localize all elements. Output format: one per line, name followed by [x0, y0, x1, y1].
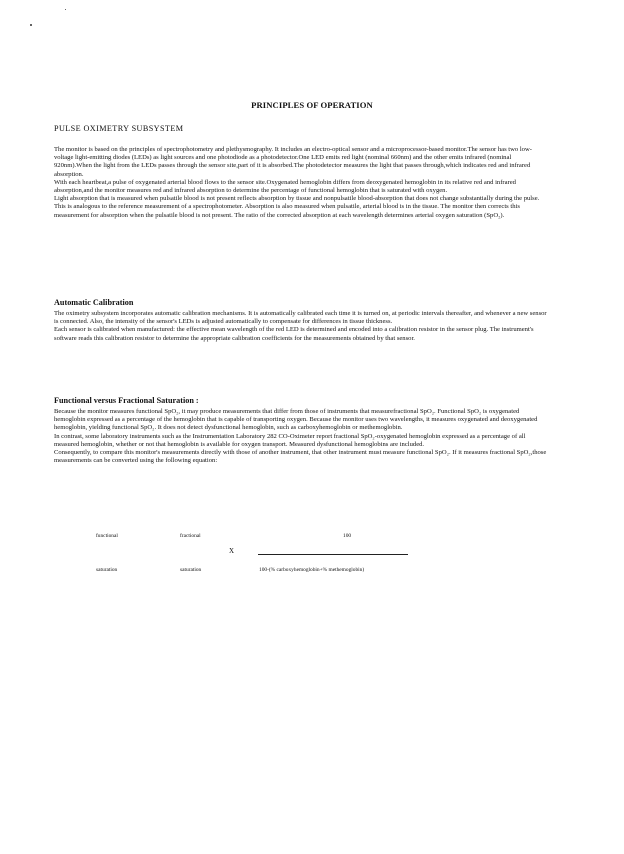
paragraph: Because the monitor measures functional SpO₂, it may produce measurements that differ from those of instruments that measurefractional SpO₂. Functional SpO₂ is oxygenated hemoglobin expressed as a percentage of the hemoglobin that is capable of transporting oxygen. Because the monitor uses two wavelengths, it measures oxygenated and deoxygenated hemoglobin, yielding functional SpO₂. It does not detect dysfunctional hemoglobin, such as carboxyhemoglobin or methemoglobin.: [54, 408, 538, 432]
equation-multiply-sign: X: [229, 547, 235, 555]
paragraph: Light absorption that is measured when pulsatile blood is not present reflects absorption by tissue and nonpulsatile blood-absorption that does not change substantially during the pulse. This is analogous to the reference measurement of a spectrophotometer. Absorption is also measured when pulsatile, arterial blood is in the tissue. The monitor then corrects this measurement for absorption when the pulsatile blood is not present. The ratio of the corrected absorption at each wavelength determines arterial oxygen saturation (SpO₂).: [54, 195, 540, 219]
equation-label-saturation-middle: saturation: [180, 567, 202, 573]
section-heading-functional-vs-fractional: Functional versus Fractional Saturation :: [54, 396, 199, 405]
paragraph: With each heartbeat,a pulse of oxygenated arterial blood flows to the sensor site.Oxygenated hemoglobin differs from deoxygenated hemoglobin in its relative red and infrared absorption,and the monitor measures red and infrared absorption to determine the percentage of functional hemoglobin that is saturated with oxygen.: [54, 178, 516, 195]
equation-label-saturation-left: saturation: [96, 567, 118, 573]
paragraph: The monitor is based on the principles of spectrophotometry and plethysmography. It includes an electro-optical sensor and a microprocessor-based monitor.The sensor has two low-voltage light-emitting diodes (LEDs) as light sources and one photodiode as a photodetector.One LED emits red light (nominal 660nm) and the other emits infrared (nominal 920nm).When the light from the LEDs passes through the sensor site,part of it is absorbed.The photodetector measures the light that passes through,which indicates red and infrared absorption.: [54, 146, 532, 178]
equation-numerator: 100: [343, 533, 352, 539]
equation-label-functional: functional: [96, 533, 118, 539]
scan-speck: [30, 24, 32, 26]
section-body-pulse-oximetry: [54, 146, 550, 220]
equation-fraction-bar: [258, 554, 408, 555]
page-title: PRINCIPLES OF OPERATION: [251, 100, 373, 110]
paragraph: The oximetry subsystem incorporates automatic calibration mechanisms. It is automatically calibrated each time it is turned on, at periodic intervals thereafter, and whenever a new sensor is connected. Also, the intensity of the sensor's LEDs is adjusted automatically to compensate for differences in tissue thickness.: [54, 310, 547, 326]
section-heading-automatic-calibration: Automatic Calibration: [54, 298, 134, 307]
equation-denominator: 100-(% carboxyhemoglobin+% methemoglobin): [259, 567, 365, 573]
scan-speck: [65, 9, 66, 10]
paragraph: Consequently, to compare this monitor's measurements directly with those of another instrument, that other instrument must measure functional SpO₂. If it measures fractional SpO₂,those measurements can be converted using the following equation:: [54, 449, 547, 465]
section-body-automatic-calibration: [54, 310, 550, 343]
paragraph: In contrast, some laboratory instruments such as the Instrumentation Laboratory 282 CO-Oximeter report fractional SpO₂-oxygenated hemoglobin expressed as a percentage of all measured hemoglobin, whether or not that hemoglobin is available for oxygen transport. Measured dysfunctional hemoglobins are included.: [54, 432, 526, 448]
equation-label-fractional: fractional: [180, 533, 201, 539]
paragraph: Each sensor is calibrated when manufactured: the effective mean wavelength of the red LED is determined and encoded into a calibration resistor in the sensor plug. The instrument's software reads this calibration resistor to determine the appropriate calibration coefficients for the measurements obtained by that sensor.: [54, 326, 534, 342]
section-heading-pulse-oximetry: PULSE OXIMETRY SUBSYSTEM: [54, 124, 184, 133]
section-body-functional-vs-fractional: [54, 408, 550, 465]
